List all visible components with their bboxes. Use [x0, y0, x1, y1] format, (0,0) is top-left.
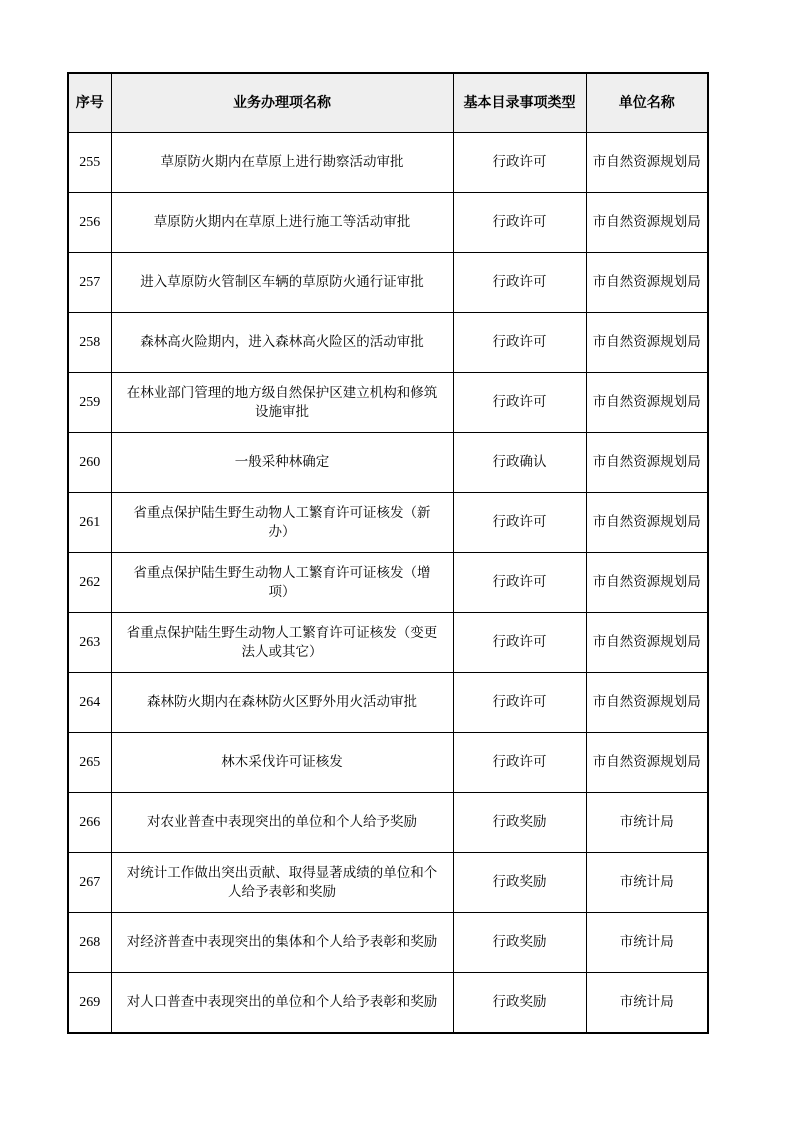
- table-header-row: [68, 73, 708, 133]
- cell-item-name: 对统计工作做出突出贡献、取得显著成绩的单位和个人给予表彰和奖励: [111, 853, 453, 913]
- cell-seq: 264: [68, 673, 111, 733]
- cell-item-name: 对经济普查中表现突出的集体和个人给予表彰和奖励: [111, 913, 453, 973]
- cell-item-type: 行政许可: [453, 133, 586, 193]
- cell-item-type: 行政许可: [453, 613, 586, 673]
- cell-item-type: 行政许可: [453, 493, 586, 553]
- cell-seq: 266: [68, 793, 111, 853]
- cell-seq: 260: [68, 433, 111, 493]
- cell-item-name: 在林业部门管理的地方级自然保护区建立机构和修筑设施审批: [111, 373, 453, 433]
- table-row: [68, 613, 708, 673]
- cell-item-type: 行政确认: [453, 433, 586, 493]
- table-row: [68, 253, 708, 313]
- cell-seq: 256: [68, 193, 111, 253]
- cell-unit-name: 市自然资源规划局: [586, 613, 708, 673]
- cell-item-name: 对人口普查中表现突出的单位和个人给予表彰和奖励: [111, 973, 453, 1034]
- cell-unit-name: 市自然资源规划局: [586, 433, 708, 493]
- cell-item-name: 森林高火险期内，进入森林高火险区的活动审批: [111, 313, 453, 373]
- cell-seq: 267: [68, 853, 111, 913]
- table-row: [68, 313, 708, 373]
- cell-unit-name: 市自然资源规划局: [586, 673, 708, 733]
- cell-seq: 258: [68, 313, 111, 373]
- cell-item-type: 行政奖励: [453, 853, 586, 913]
- cell-seq: 268: [68, 913, 111, 973]
- table-row: [68, 133, 708, 193]
- table-row: [68, 973, 708, 1034]
- cell-unit-name: 市统计局: [586, 913, 708, 973]
- cell-seq: 259: [68, 373, 111, 433]
- cell-unit-name: 市自然资源规划局: [586, 733, 708, 793]
- cell-item-name: 省重点保护陆生野生动物人工繁育许可证核发（增项）: [111, 553, 453, 613]
- cell-item-type: 行政许可: [453, 193, 586, 253]
- table-row: [68, 373, 708, 433]
- cell-unit-name: 市自然资源规划局: [586, 493, 708, 553]
- cell-item-type: 行政许可: [453, 313, 586, 373]
- cell-unit-name: 市自然资源规划局: [586, 313, 708, 373]
- cell-item-type: 行政奖励: [453, 793, 586, 853]
- cell-seq: 265: [68, 733, 111, 793]
- header-seq: 序号: [68, 73, 111, 133]
- cell-seq: 255: [68, 133, 111, 193]
- cell-item-type: 行政许可: [453, 553, 586, 613]
- table-row: [68, 853, 708, 913]
- cell-item-type: 行政许可: [453, 373, 586, 433]
- cell-unit-name: 市统计局: [586, 793, 708, 853]
- cell-item-name: 省重点保护陆生野生动物人工繁育许可证核发（新办）: [111, 493, 453, 553]
- cell-seq: 261: [68, 493, 111, 553]
- cell-unit-name: 市自然资源规划局: [586, 133, 708, 193]
- cell-item-name: 一般采种林确定: [111, 433, 453, 493]
- table-row: [68, 553, 708, 613]
- table-row: [68, 493, 708, 553]
- cell-item-name: 森林防火期内在森林防火区野外用火活动审批: [111, 673, 453, 733]
- cell-item-type: 行政许可: [453, 733, 586, 793]
- cell-item-name: 省重点保护陆生野生动物人工繁育许可证核发（变更法人或其它）: [111, 613, 453, 673]
- header-item-type: 基本目录事项类型: [453, 73, 586, 133]
- cell-seq: 269: [68, 973, 111, 1034]
- cell-item-type: 行政许可: [453, 253, 586, 313]
- cell-unit-name: 市统计局: [586, 973, 708, 1034]
- cell-item-type: 行政奖励: [453, 913, 586, 973]
- cell-seq: 263: [68, 613, 111, 673]
- cell-item-type: 行政奖励: [453, 973, 586, 1034]
- table-row: [68, 733, 708, 793]
- cell-unit-name: 市自然资源规划局: [586, 373, 708, 433]
- table-row: [68, 913, 708, 973]
- cell-unit-name: 市自然资源规划局: [586, 553, 708, 613]
- header-item-name: 业务办理项名称: [111, 73, 453, 133]
- cell-item-type: 行政许可: [453, 673, 586, 733]
- table-row: [68, 673, 708, 733]
- cell-item-name: 草原防火期内在草原上进行施工等活动审批: [111, 193, 453, 253]
- cell-item-name: 对农业普查中表现突出的单位和个人给予奖励: [111, 793, 453, 853]
- service-items-table: [67, 72, 709, 1034]
- table-row: [68, 193, 708, 253]
- cell-seq: 262: [68, 553, 111, 613]
- table-row: [68, 793, 708, 853]
- cell-unit-name: 市自然资源规划局: [586, 253, 708, 313]
- cell-unit-name: 市自然资源规划局: [586, 193, 708, 253]
- cell-item-name: 林木采伐许可证核发: [111, 733, 453, 793]
- header-unit-name: 单位名称: [586, 73, 708, 133]
- cell-item-name: 进入草原防火管制区车辆的草原防火通行证审批: [111, 253, 453, 313]
- cell-item-name: 草原防火期内在草原上进行勘察活动审批: [111, 133, 453, 193]
- cell-unit-name: 市统计局: [586, 853, 708, 913]
- cell-seq: 257: [68, 253, 111, 313]
- table-row: [68, 433, 708, 493]
